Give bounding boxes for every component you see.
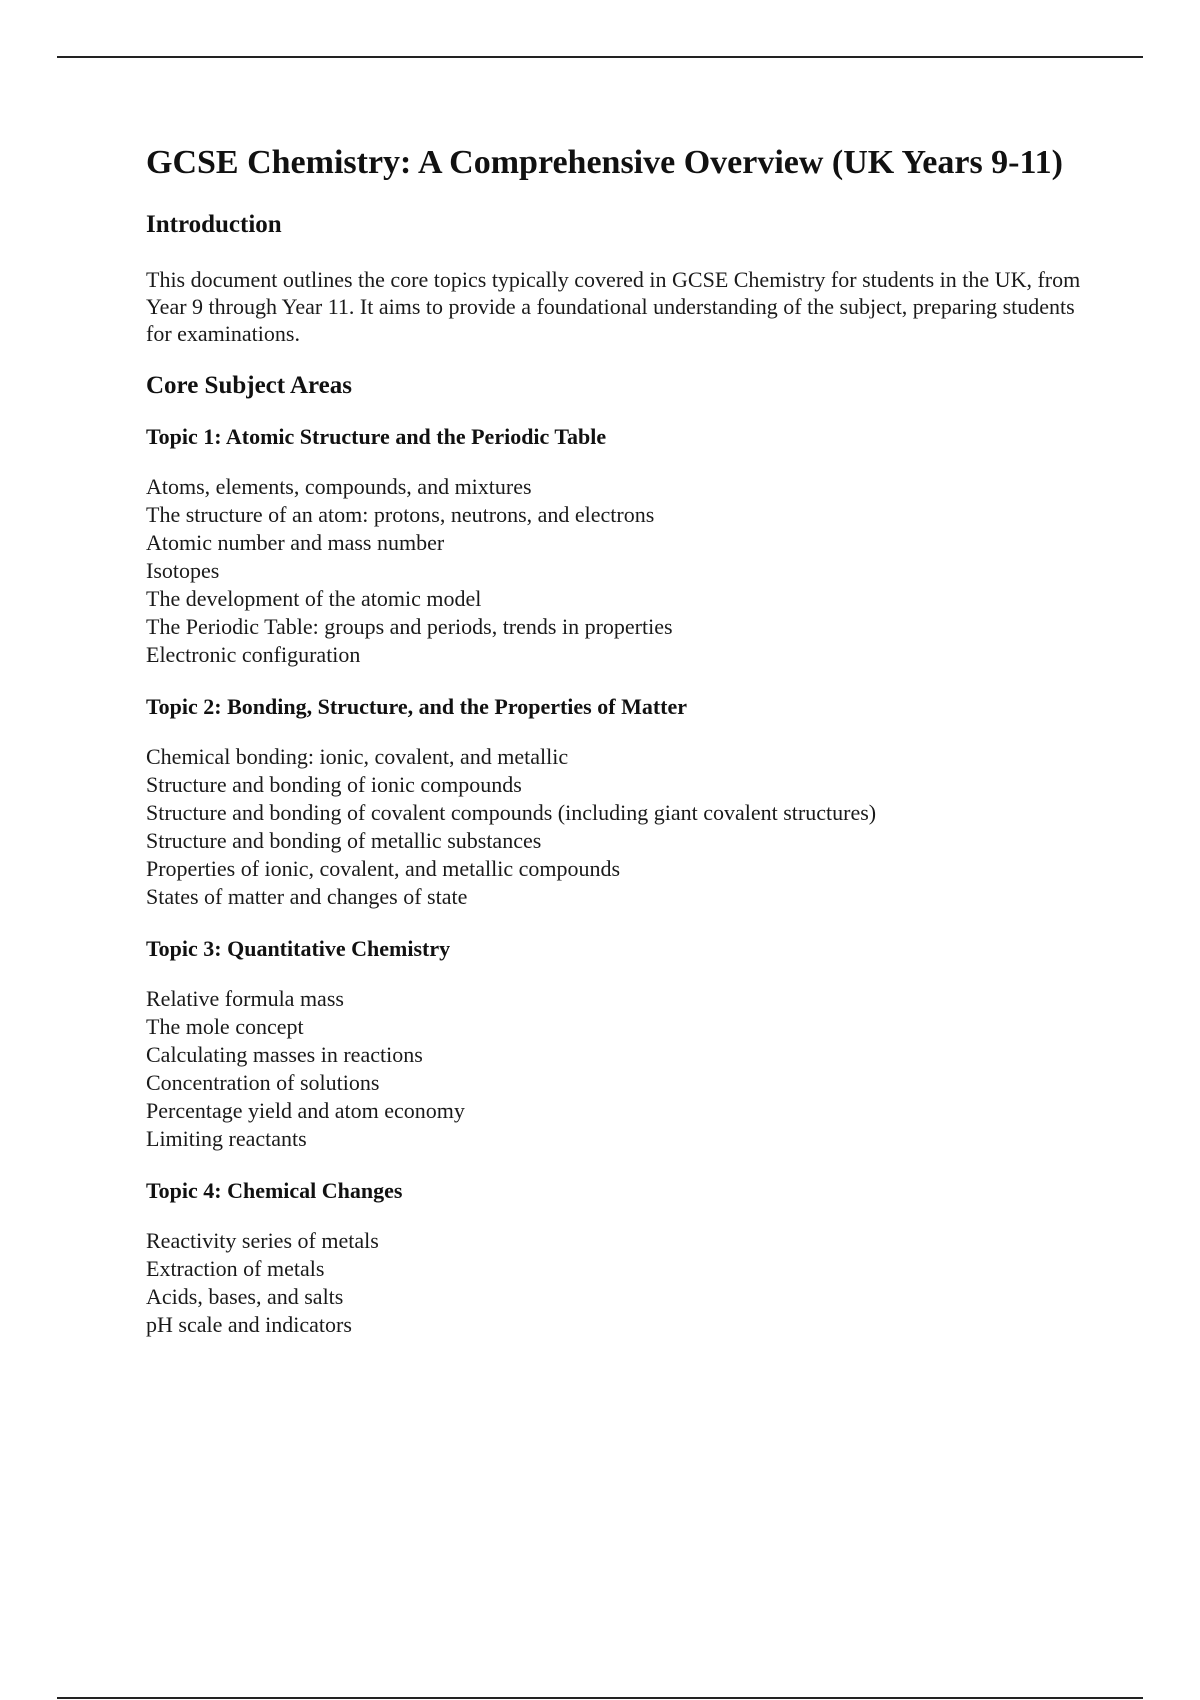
footer-rule <box>57 1697 1143 1699</box>
list-item: Structure and bonding of covalent compounds (including giant covalent structures) <box>146 800 877 825</box>
introduction-heading: Introduction <box>146 211 282 238</box>
core-subject-areas-heading: Core Subject Areas <box>146 372 352 399</box>
list-item: Limiting reactants <box>146 1126 307 1151</box>
topic-heading: Topic 1: Atomic Structure and the Periodic Table <box>146 424 607 449</box>
list-item: Structure and bonding of ionic compounds <box>146 772 522 797</box>
list-item: Atoms, elements, compounds, and mixtures <box>146 474 532 499</box>
list-item: Concentration of solutions <box>146 1070 380 1095</box>
list-item: Percentage yield and atom economy <box>146 1098 465 1123</box>
list-item: Acids, bases, and salts <box>146 1284 344 1309</box>
list-item: Relative formula mass <box>146 986 344 1011</box>
topic-3-list <box>146 985 1096 1153</box>
topic-4-section <box>146 1177 1096 1339</box>
document-body <box>146 142 1096 1363</box>
topic-heading: Topic 4: Chemical Changes <box>146 1178 403 1203</box>
list-item: Electronic configuration <box>146 642 361 667</box>
topic-2-section <box>146 693 1096 911</box>
list-item: Properties of ionic, covalent, and metallic compounds <box>146 856 621 881</box>
list-item: Extraction of metals <box>146 1256 325 1281</box>
list-item: States of matter and changes of state <box>146 884 468 909</box>
list-item: Isotopes <box>146 558 220 583</box>
list-item: The mole concept <box>146 1014 304 1039</box>
list-item: The structure of an atom: protons, neutrons, and electrons <box>146 502 655 527</box>
list-item: Atomic number and mass number <box>146 530 445 555</box>
topic-4-list <box>146 1227 1096 1339</box>
list-item: The development of the atomic model <box>146 586 482 611</box>
topic-1-list <box>146 473 1096 669</box>
document-title: GCSE Chemistry: A Comprehensive Overview (UK Years 9-11) <box>146 144 1063 181</box>
introduction-text: This document outlines the core topics typically covered in GCSE Chemistry for students in the UK, from Year 9 through Year 11. It aims to provide a foundational understanding of the subject, preparing students for examinations. <box>146 267 1081 346</box>
topic-heading: Topic 2: Bonding, Structure, and the Properties of Matter <box>146 694 688 719</box>
list-item: Structure and bonding of metallic substances <box>146 828 542 853</box>
list-item: Reactivity series of metals <box>146 1228 379 1253</box>
header-rule <box>57 56 1143 58</box>
topic-1-section <box>146 423 1096 669</box>
list-item: pH scale and indicators <box>146 1312 352 1337</box>
topic-2-list <box>146 743 1096 911</box>
list-item: Calculating masses in reactions <box>146 1042 423 1067</box>
topic-heading: Topic 3: Quantitative Chemistry <box>146 936 451 961</box>
list-item: The Periodic Table: groups and periods, trends in properties <box>146 614 673 639</box>
list-item: Chemical bonding: ionic, covalent, and metallic <box>146 744 569 769</box>
topic-3-section <box>146 935 1096 1153</box>
